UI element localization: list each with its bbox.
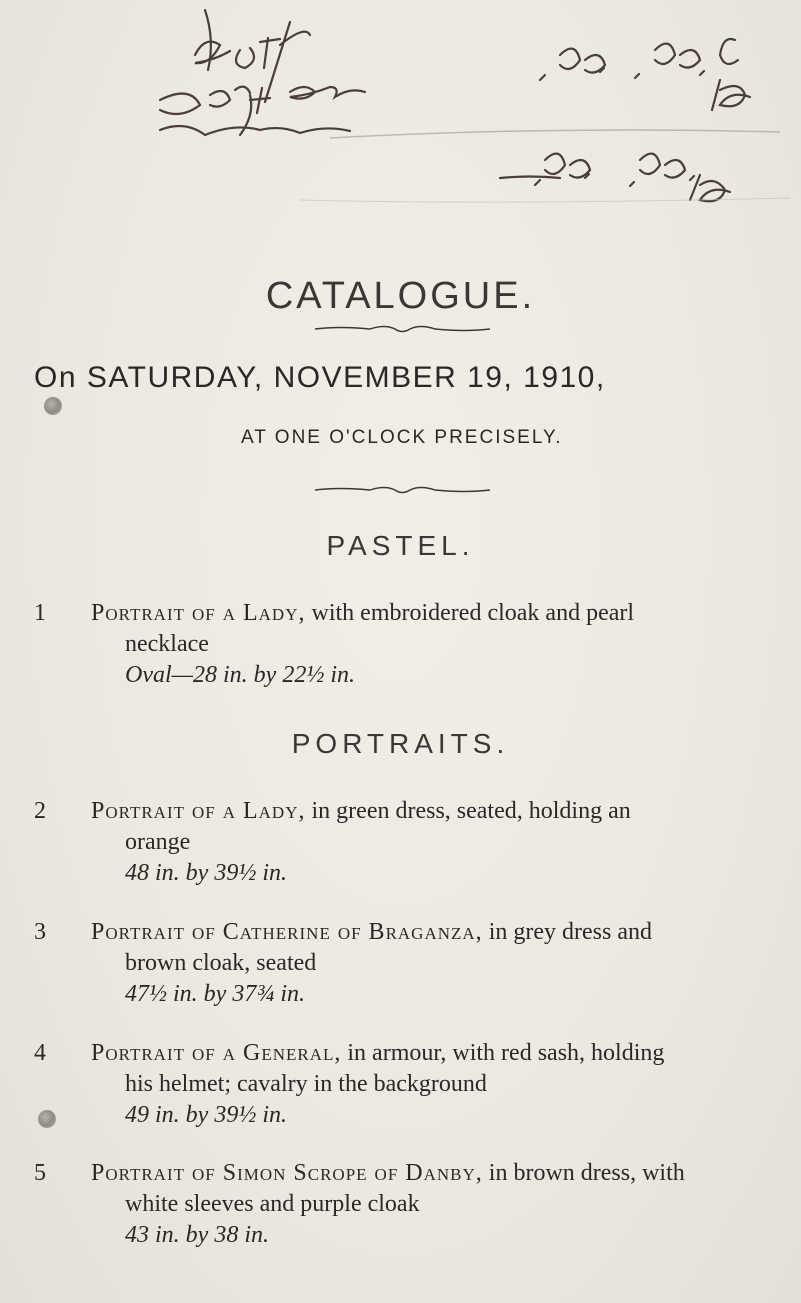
lot-description bbox=[91, 598, 791, 691]
lot-description-line1: in grey dress and bbox=[482, 919, 652, 945]
lot-number: 2 bbox=[34, 798, 46, 824]
divider-ornament bbox=[310, 322, 495, 336]
lot-entry bbox=[34, 598, 774, 698]
lot-title: Portrait of a Lady, bbox=[91, 600, 306, 626]
sale-dateline: On SATURDAY, NOVEMBER 19, 1910, bbox=[34, 361, 606, 394]
lot-dimensions: 47½ in. by 37¾ in. bbox=[125, 981, 305, 1007]
handwritten-annotation bbox=[0, 0, 801, 215]
lot-number: 4 bbox=[34, 1040, 46, 1066]
lot-number: 5 bbox=[34, 1160, 46, 1186]
lot-entry bbox=[34, 1038, 774, 1138]
lot-dimensions: 49 in. by 39½ in. bbox=[125, 1102, 287, 1128]
catalogue-title: CATALOGUE. bbox=[265, 275, 536, 317]
lot-number: 3 bbox=[34, 919, 46, 945]
binding-hole-top bbox=[44, 397, 62, 415]
lot-description-line2: orange bbox=[125, 829, 191, 855]
lot-dimensions: 43 in. by 38 in. bbox=[125, 1222, 269, 1248]
lot-title: Portrait of Catherine of Braganza, bbox=[91, 919, 483, 945]
lot-description-line2: white sleeves and purple cloak bbox=[125, 1191, 420, 1217]
section-heading-portraits: PORTRAITS. bbox=[291, 728, 510, 759]
lot-description-line1: in armour, with red sash, holding bbox=[341, 1040, 665, 1066]
lot-description bbox=[91, 917, 791, 1010]
lot-description-line2: brown cloak, seated bbox=[125, 950, 317, 976]
lot-description-line1: with embroidered cloak and pearl bbox=[305, 600, 635, 626]
lot-description bbox=[91, 1158, 791, 1251]
lot-description-line2: his helmet; cavalry in the background bbox=[125, 1071, 487, 1097]
lot-title: Portrait of Simon Scrope of Danby, bbox=[91, 1160, 483, 1186]
lot-description bbox=[91, 796, 791, 889]
lot-description-line1: in brown dress, with bbox=[482, 1160, 685, 1186]
lot-title: Portrait of a General, bbox=[91, 1040, 342, 1066]
section-heading-pastel: PASTEL. bbox=[326, 530, 475, 561]
lot-number: 1 bbox=[34, 600, 46, 626]
lot-title: Portrait of a Lady, bbox=[91, 798, 306, 824]
lot-dimensions: Oval—28 in. by 22½ in. bbox=[125, 662, 355, 688]
sale-time: AT ONE O'CLOCK PRECISELY. bbox=[241, 427, 563, 448]
lot-description bbox=[91, 1038, 791, 1131]
lot-entry bbox=[34, 917, 774, 1017]
lot-description-line1: in green dress, seated, holding an bbox=[305, 798, 631, 824]
lot-entry bbox=[34, 796, 774, 896]
lot-dimensions: 48 in. by 39½ in. bbox=[125, 860, 287, 886]
lot-description-line2: necklace bbox=[125, 631, 209, 657]
divider-ornament bbox=[310, 483, 495, 497]
lot-entry bbox=[34, 1158, 774, 1258]
